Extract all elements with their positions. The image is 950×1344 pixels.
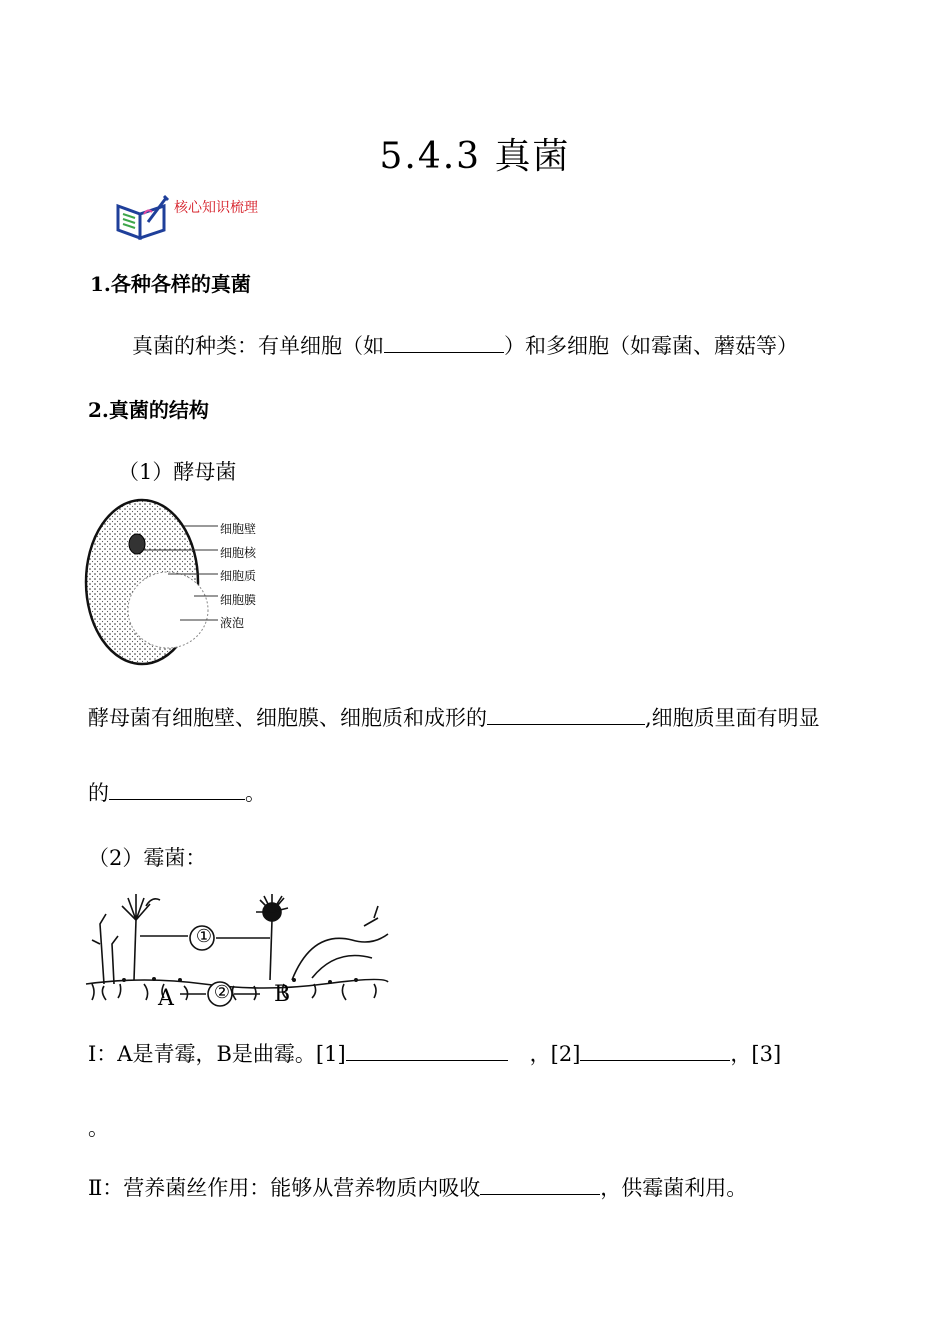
answer-blank-vacuole[interactable] — [109, 779, 245, 800]
yeast-line1-before: 酵母菌有细胞壁、细胞膜、细胞质和成形的 — [88, 706, 487, 730]
answer-blank-absorb[interactable] — [480, 1174, 600, 1195]
answer-blank-unicellular-fungus[interactable] — [384, 332, 504, 353]
mold-question-1 — [88, 1038, 781, 1068]
mold-q2-before: Ⅱ：营养菌丝作用：能够从营养物质内吸收 — [88, 1176, 481, 1200]
label-cell-membrane: 细胞膜 — [220, 593, 257, 607]
badge-label: 核心知识梳理 — [174, 200, 258, 216]
mold-label-1: ① — [195, 926, 213, 947]
notebook-pen-icon — [114, 192, 170, 242]
label-cytoplasm: 细胞质 — [220, 569, 257, 583]
yeast-sentence-line2 — [88, 777, 266, 807]
yeast-vacuole — [128, 572, 208, 648]
section-1-heading: 1.各种各样的真菌 — [90, 272, 251, 296]
mold-subheading: （2）霉菌： — [88, 846, 207, 870]
yeast-line2-after: 。 — [245, 781, 266, 805]
answer-blank-nucleus[interactable] — [487, 704, 645, 725]
mold-label-2: ② — [213, 982, 231, 1003]
page-title: 5.4.3 真菌 — [379, 136, 571, 177]
label-cell-wall: 细胞壁 — [220, 522, 257, 536]
mold-label-a: A — [158, 986, 174, 1011]
mold-label-b: B — [274, 982, 291, 1007]
section-2-heading: 2.真菌的结构 — [88, 398, 209, 422]
section-1-text — [132, 330, 798, 360]
mold-diagram — [84, 884, 390, 1010]
yeast-line2-before: 的 — [88, 781, 109, 805]
yeast-line1-after: ,细胞质里面有明显 — [645, 706, 820, 730]
answer-blank-1[interactable] — [346, 1040, 508, 1061]
mold-q1-mid1: ，[2] — [529, 1042, 581, 1066]
section-1-text-before: 真菌的种类：有单细胞（如 — [132, 334, 384, 358]
yeast-sentence-line1 — [88, 702, 820, 732]
label-nucleus: 细胞核 — [220, 546, 257, 560]
mold-q1-prefix: Ⅰ：A是青霉，B是曲霉。[1] — [88, 1042, 346, 1066]
label-vacuole: 液泡 — [220, 616, 245, 630]
yeast-nucleus — [129, 534, 145, 554]
mold-question-1-end: 。 — [88, 1116, 109, 1140]
mold-question-2 — [88, 1172, 747, 1202]
mold-q2-after: ，供霉菌利用。 — [600, 1176, 748, 1200]
yeast-subheading: （1）酵母菌 — [118, 460, 237, 484]
section-1-text-after: ）和多细胞（如霉菌、蘑菇等） — [504, 334, 798, 358]
answer-blank-2[interactable] — [580, 1040, 730, 1061]
mold-q1-mid2: ，[3] — [730, 1042, 782, 1066]
